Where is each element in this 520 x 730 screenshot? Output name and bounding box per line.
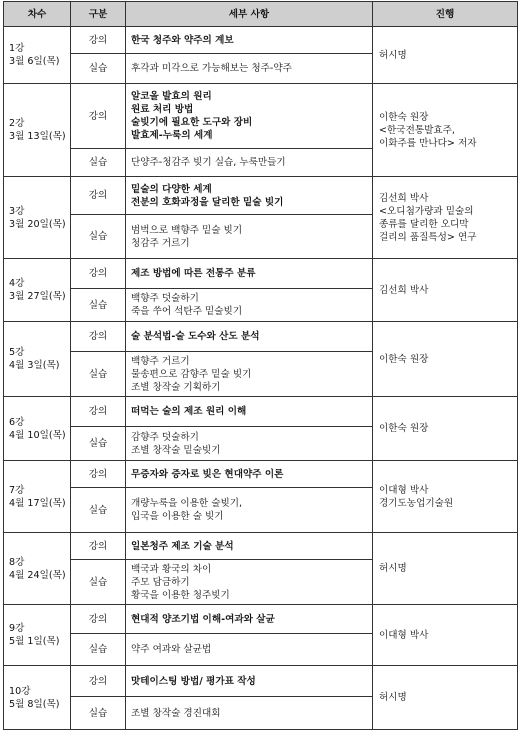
session-cell xyxy=(4,27,71,84)
type-cell: 강의 xyxy=(71,84,126,149)
detail-cell xyxy=(126,84,373,149)
detail-line: 전분의 호화과정을 달리한 밑술 빚기 xyxy=(131,196,284,208)
detail-cell xyxy=(126,488,373,533)
instructor-line: 김선희 박사 xyxy=(379,284,429,296)
type-cell: 실습 xyxy=(71,488,126,533)
header-session: 차수 xyxy=(4,2,71,27)
detail-cell xyxy=(126,322,373,352)
session-number: 1강 xyxy=(9,43,25,54)
instructor-line: 이대형 박사 xyxy=(379,629,429,641)
instructor-line: 이한숙 원장 xyxy=(379,423,429,434)
session-number: 6강 xyxy=(9,416,25,428)
instructor-line: 이한숙 원장 xyxy=(379,111,429,123)
session-cell xyxy=(4,666,71,730)
session-date: 4월 24일(목) xyxy=(9,569,66,581)
session-number: 10강 xyxy=(9,685,31,697)
detail-line: 개량누룩을 이용한 술빚기, xyxy=(131,498,243,509)
type-cell: 강의 xyxy=(71,605,126,634)
detail-cell xyxy=(126,259,373,289)
instructor-cell xyxy=(373,84,518,177)
header-row xyxy=(4,2,518,27)
instructor-cell xyxy=(373,666,518,730)
instructor-cell xyxy=(373,605,518,666)
session-number: 5강 xyxy=(9,347,25,358)
detail-line: 술 분석법-술 도수와 산도 분석 xyxy=(131,331,260,342)
instructor-cell xyxy=(373,259,518,322)
type-cell: 강의 xyxy=(71,666,126,697)
instructor-line: <오디첨가량과 밑술의 xyxy=(379,205,474,217)
type-cell: 실습 xyxy=(71,215,126,259)
session-date: 3월 6일(목) xyxy=(9,56,60,67)
session-date: 4월 17일(목) xyxy=(9,497,66,509)
detail-line: 무증자와 증자로 빚은 현대약주 이론 xyxy=(131,468,284,480)
detail-line: 죽을 쑤어 석탄주 밑술빚기 xyxy=(131,306,243,317)
table-row xyxy=(4,322,518,352)
detail-line: 백향주 거르기 xyxy=(131,355,190,367)
session-date: 4월 10일(목) xyxy=(9,429,66,441)
table-row xyxy=(4,27,518,54)
header-detail: 세부 사항 xyxy=(126,2,373,27)
session-cell xyxy=(4,461,71,533)
type-cell: 강의 xyxy=(71,27,126,54)
instructor-line: 허시명 xyxy=(379,563,407,574)
detail-cell xyxy=(126,215,373,259)
session-date: 4월 3일(목) xyxy=(9,360,60,371)
type-cell: 강의 xyxy=(71,259,126,289)
instructor-cell xyxy=(373,27,518,84)
session-number: 8강 xyxy=(9,556,25,568)
detail-cell xyxy=(126,149,373,177)
type-cell: 강의 xyxy=(71,397,126,427)
session-cell xyxy=(4,397,71,461)
detail-line: 감향주 덧술하기 xyxy=(131,431,199,443)
detail-cell xyxy=(126,27,373,54)
detail-cell xyxy=(126,427,373,461)
detail-line: 맛테이스팅 방법/ 평가표 작성 xyxy=(131,675,256,687)
instructor-line: 걸리의 품질특성> 연구 xyxy=(379,231,477,243)
detail-line: 제조 방법에 따른 전통주 분류 xyxy=(131,268,256,279)
type-cell: 강의 xyxy=(71,533,126,560)
instructor-cell xyxy=(373,461,518,533)
detail-line: 약주 여과와 살균법 xyxy=(131,644,212,655)
session-cell xyxy=(4,84,71,177)
type-cell: 실습 xyxy=(71,289,126,322)
session-cell xyxy=(4,322,71,397)
table-row xyxy=(4,259,518,289)
detail-line: 범벅으로 백향주 밑술 빚기 xyxy=(131,224,243,236)
instructor-line: 허시명 xyxy=(379,49,407,61)
session-number: 4강 xyxy=(9,278,25,289)
detail-line: 조별 창작술 기획하기 xyxy=(131,381,221,393)
table-row xyxy=(4,533,518,560)
detail-line: 발효제-누룩의 세계 xyxy=(131,130,213,141)
session-date: 5월 8일(목) xyxy=(9,698,60,710)
session-cell xyxy=(4,177,71,259)
detail-line: 술빚기에 필요한 도구와 장비 xyxy=(131,117,253,128)
session-date: 3월 20일(목) xyxy=(9,218,66,230)
detail-line: 밑술의 다양한 세계 xyxy=(131,183,212,195)
detail-line: 황국을 이용한 청주빚기 xyxy=(131,589,230,601)
detail-cell xyxy=(126,352,373,397)
instructor-cell xyxy=(373,397,518,461)
detail-line: 백국과 황국의 차이 xyxy=(131,563,212,575)
detail-cell xyxy=(126,289,373,322)
type-cell: 강의 xyxy=(71,322,126,352)
session-number: 9강 xyxy=(9,623,25,634)
instructor-line: 이대형 박사 xyxy=(379,484,429,496)
detail-cell xyxy=(126,560,373,605)
detail-line: 알코올 발효의 원리 xyxy=(131,91,212,102)
session-date: 3월 13일(목) xyxy=(9,131,66,142)
detail-line: 백향주 덧술하기 xyxy=(131,293,199,304)
detail-line: 떠먹는 술의 제조 원리 이해 xyxy=(131,406,247,417)
header-lead: 진행 xyxy=(373,2,518,27)
instructor-line: 경기도농업기술원 xyxy=(379,497,454,509)
table-row xyxy=(4,84,518,149)
detail-cell xyxy=(126,697,373,730)
session-cell xyxy=(4,259,71,322)
detail-line: 물송편으로 감향주 밑술 빚기 xyxy=(131,368,252,380)
detail-line: 입국을 이용한 술 빚기 xyxy=(131,511,224,522)
detail-cell xyxy=(126,634,373,666)
instructor-cell xyxy=(373,322,518,397)
table-row xyxy=(4,605,518,634)
type-cell: 실습 xyxy=(71,697,126,730)
table-row xyxy=(4,177,518,215)
instructor-line: 이한숙 원장 xyxy=(379,353,429,365)
detail-cell xyxy=(126,461,373,488)
type-cell: 실습 xyxy=(71,149,126,177)
session-number: 7강 xyxy=(9,484,25,496)
detail-line: 일본청주 제조 기술 분석 xyxy=(131,540,234,552)
table-row xyxy=(4,461,518,488)
detail-line: 조별 창작술 밑술빚기 xyxy=(131,444,221,456)
instructor-line: 허시명 xyxy=(379,692,407,703)
detail-line: 후각과 미각으로 가능해보는 청주-약주 xyxy=(131,63,292,74)
type-cell: 실습 xyxy=(71,54,126,84)
session-cell xyxy=(4,605,71,666)
detail-line: 단양주-청감주 빚기 실습, 누룩만들기 xyxy=(131,157,286,168)
session-number: 3강 xyxy=(9,205,25,217)
detail-line: 조별 창작술 경진대회 xyxy=(131,707,221,719)
table-body xyxy=(4,27,518,730)
type-cell: 강의 xyxy=(71,177,126,215)
type-cell: 실습 xyxy=(71,427,126,461)
detail-cell xyxy=(126,666,373,697)
detail-line: 원료 처리 방법 xyxy=(131,104,194,115)
type-cell: 강의 xyxy=(71,461,126,488)
type-cell: 실습 xyxy=(71,352,126,397)
detail-line: 주모 담금하기 xyxy=(131,576,190,588)
instructor-line: 종류를 달리한 오디막 xyxy=(379,218,469,230)
type-cell: 실습 xyxy=(71,560,126,605)
detail-cell xyxy=(126,54,373,84)
instructor-cell xyxy=(373,177,518,259)
session-date: 3월 27일(목) xyxy=(9,291,66,302)
detail-cell xyxy=(126,177,373,215)
table-row xyxy=(4,666,518,697)
header-type: 구분 xyxy=(71,2,126,27)
instructor-line: <한국전통발효주, xyxy=(379,124,455,136)
table-header xyxy=(4,2,518,27)
detail-cell xyxy=(126,397,373,427)
session-number: 2강 xyxy=(9,118,25,129)
detail-line: 현대적 양조기법 이해-여과와 살균 xyxy=(131,613,275,625)
session-cell xyxy=(4,533,71,605)
detail-line: 청감주 거르기 xyxy=(131,237,190,249)
instructor-line: 김선희 박사 xyxy=(379,192,429,204)
session-date: 5월 1일(목) xyxy=(9,636,60,647)
instructor-line: 이화주를 만나다> 저자 xyxy=(379,137,477,149)
instructor-cell xyxy=(373,533,518,605)
detail-line: 한국 청주와 약주의 계보 xyxy=(131,34,234,46)
schedule-table xyxy=(3,1,518,730)
detail-cell xyxy=(126,605,373,634)
table-row xyxy=(4,397,518,427)
type-cell: 실습 xyxy=(71,634,126,666)
detail-cell xyxy=(126,533,373,560)
